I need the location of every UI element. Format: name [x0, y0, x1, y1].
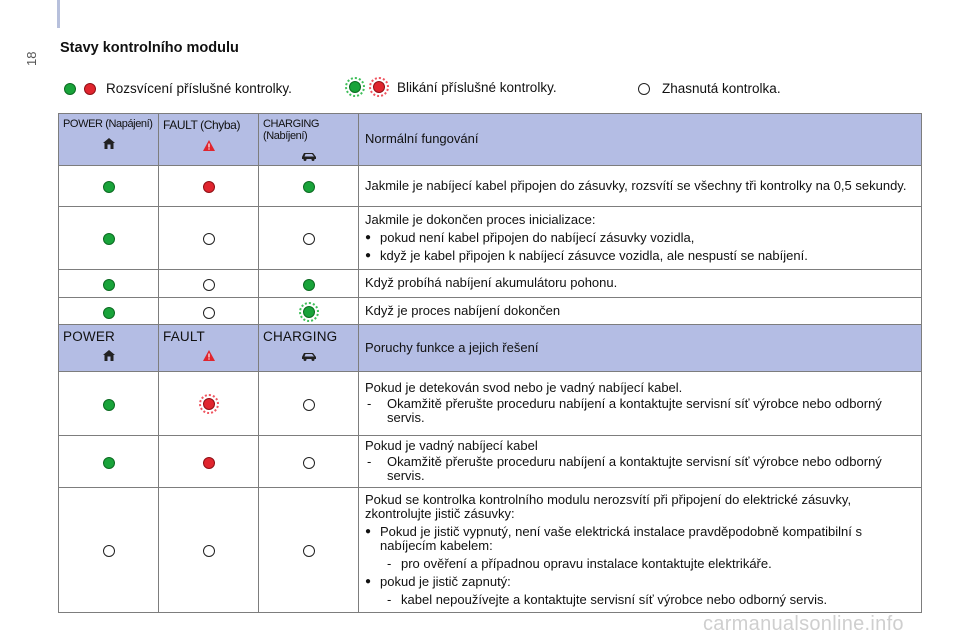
off-lamp-icon: [638, 83, 650, 95]
table-header: [59, 325, 922, 372]
green-lamp-icon: [303, 181, 315, 193]
green-lamp-icon: [103, 457, 115, 469]
blinking-green-lamp-icon: [299, 302, 319, 322]
row-text: Když je proces nabíjení dokončen: [359, 298, 922, 326]
table-row: [59, 436, 922, 488]
table-row: [59, 298, 922, 326]
table-header: [59, 114, 922, 166]
legend-lit: [64, 81, 292, 96]
legend-lit-text: Rozsvícení příslušné kontrolky.: [106, 81, 292, 96]
row-text: Když probíhá nabíjení akumulátoru pohonu.: [359, 270, 922, 298]
row-text: Pokud je vadný nabíjecí kabel - Okamžitě přerušte proceduru nabíjení a kontaktujte servisní síť výrobce nebo odborný servis.: [359, 436, 922, 488]
row-text: Pokud se kontrolka kontrolního modulu nerozsvítí při připojení do elektrické zásuvky, zkontrolujte jistič zásuvky: ● Pokud je jistič vypnutý, není vaše elektrická instalace pravděpodobně kompatibilní s nabíjecím kabelem: - pro ověření a případnou opravu instalace kontaktujte elektrikáře. ● pokud je jistič zapnutý: - kabel nepoužívejte a kontaktujte servisní síť výrobce nebo odborný servis.: [359, 488, 922, 613]
row-text: Pokud je detekován svod nebo je vadný nabíjecí kabel. - Okamžitě přerušte proceduru nabíjení a kontaktujte servisní síť výrobce nebo odborný servis.: [359, 372, 922, 436]
header-power: POWER (Napájení): [59, 114, 159, 166]
green-lamp-icon: [303, 279, 315, 291]
table-row: [59, 372, 922, 436]
warning-triangle-icon: [163, 139, 254, 153]
car-icon: [263, 349, 354, 363]
off-lamp-icon: [203, 279, 215, 291]
header-malfunctions: Poruchy funkce a jejich řešení: [359, 325, 922, 372]
green-lamp-icon: [103, 279, 115, 291]
green-lamp-icon: [103, 233, 115, 245]
row-text: Jakmile je dokončen proces inicializace: ● pokud není kabel připojen do nabíjecí zásuvky vozidla, ● když je kabel připojen k nabíjecí zásuvce vozidla, ale nespustí se nabíjení.: [359, 207, 922, 270]
table-row: [59, 166, 922, 207]
off-lamp-icon: [303, 233, 315, 245]
header-normal-operation: Normální fungování: [359, 114, 922, 166]
header-charging: CHARGING (Nabíjení): [259, 114, 359, 166]
off-lamp-icon: [103, 545, 115, 557]
off-lamp-icon: [303, 457, 315, 469]
green-lamp-icon: [64, 83, 76, 95]
car-icon: [263, 149, 354, 163]
house-icon: [63, 137, 154, 151]
header-power: POWER: [59, 325, 159, 372]
page-number: 18: [24, 51, 39, 66]
green-lamp-icon: [103, 399, 115, 411]
margin-line: [57, 0, 60, 28]
row-text: Jakmile je nabíjecí kabel připojen do zásuvky, rozsvítí se všechny tři kontrolky na 0,5 sekundy.: [359, 166, 922, 207]
legend-off: [638, 81, 781, 96]
off-lamp-icon: [203, 307, 215, 319]
legend-off-text: Zhasnutá kontrolka.: [662, 81, 781, 96]
green-lamp-icon: [103, 307, 115, 319]
page-title: Stavy kontrolního modulu: [60, 40, 239, 56]
house-icon: [63, 349, 154, 363]
off-lamp-icon: [303, 545, 315, 557]
legend-blinking-text: Blikání příslušné kontrolky.: [397, 79, 557, 95]
warning-triangle-icon: [163, 349, 254, 363]
blinking-green-lamp-icon: [345, 77, 365, 97]
off-lamp-icon: [203, 545, 215, 557]
header-fault: FAULT (Chyba): [159, 114, 259, 166]
legend-blinking: [345, 77, 557, 97]
table-row: [59, 207, 922, 270]
green-lamp-icon: [103, 181, 115, 193]
blinking-red-lamp-icon: [369, 77, 389, 97]
header-charging: CHARGING: [259, 325, 359, 372]
header-fault: FAULT: [159, 325, 259, 372]
off-lamp-icon: [303, 399, 315, 411]
watermark: carmanualsonline.info: [703, 613, 904, 635]
blinking-red-lamp-icon: [199, 394, 219, 414]
red-lamp-icon: [203, 181, 215, 193]
malfunctions-table: [58, 324, 922, 613]
normal-operation-table: [58, 113, 922, 326]
red-lamp-icon: [84, 83, 96, 95]
off-lamp-icon: [203, 233, 215, 245]
red-lamp-icon: [203, 457, 215, 469]
table-row: [59, 270, 922, 298]
table-row: [59, 488, 922, 613]
